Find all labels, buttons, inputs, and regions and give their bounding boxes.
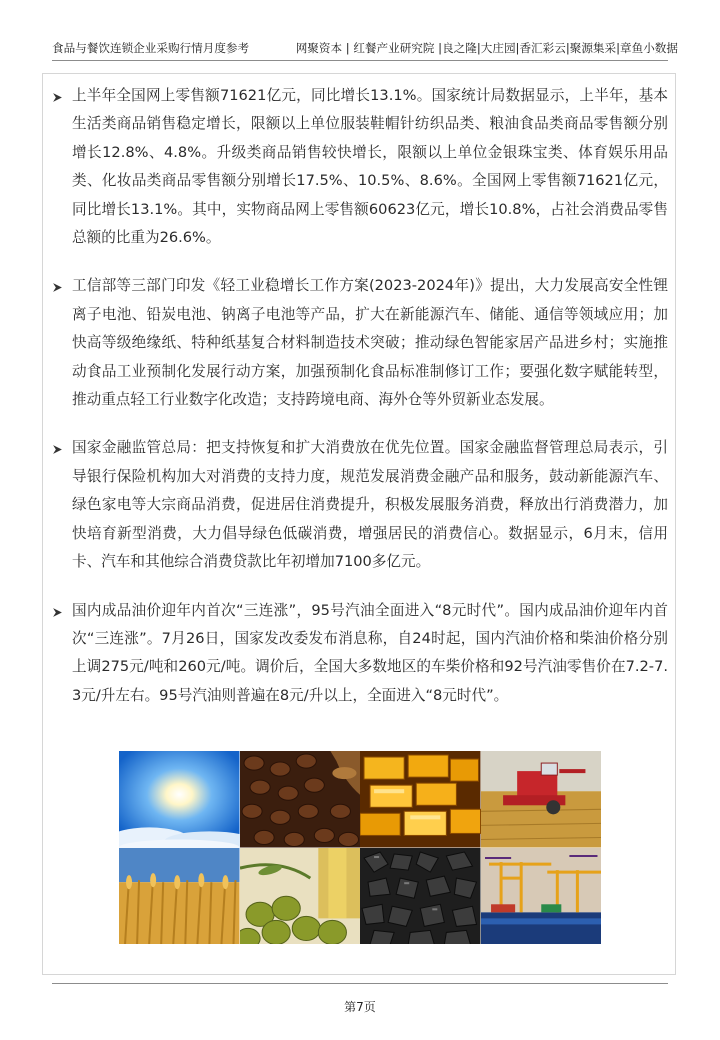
- news-item: [52, 82, 668, 252]
- news-item: [52, 597, 668, 711]
- report-title: 食品与餐饮连锁企业采购行情月度参考: [52, 41, 250, 55]
- olives-oil-image: [240, 848, 361, 945]
- arrow-bullet-icon: [52, 282, 63, 293]
- news-item-text: 上半年全国网上零售额71621亿元，同比增长13.1%。国家统计局数据显示，上半年，基本生活类商品销售稳定增长，限额以上单位服装鞋帽针纺织品类、粮油食品类商品零售额分别增长12.8%、4.8%。升级类商品销售较快增长，限额以上单位金银珠宝类、体育娱乐用品类、化妆品类商品零售额分别增长17.5%、10.5%、8.6%。全国网上零售额71621亿元，同比增长13.1%。其中，实物商品网上零售额60623亿元，增长10.8%，占社会消费品零售总额的比重为26.6%。: [72, 87, 668, 247]
- gold-bars-image: [360, 751, 481, 848]
- news-item-text: 工信部等三部门印发《轻工业稳增长工作方案(2023-2024年)》提出，大力发展高安全性锂离子电池、铅炭电池、钠离子电池等产品，扩大在新能源汽车、储能、通信等领域应用；加快高等级绝缘纸、特种纸基复合材料制造技术突破；推动绿色智能家居产品进乡村；实施推动食品工业预制化发展行动方案，加强预制化食品标准制修订工作；要强化数字赋能转型，推动重点轻工行业数字化改造；支持跨境电商、海外仓等外贸新业态发展。: [72, 277, 668, 409]
- port-cranes-image: [481, 848, 602, 945]
- coal-image: [360, 848, 481, 945]
- combine-harvester-image: [481, 751, 602, 848]
- coffee-beans-image: [240, 751, 361, 848]
- news-item-text: 国家金融监管总局：把支持恢复和扩大消费放在优先位置。国家金融监督管理总局表示，引导银行保险机构加大对消费的支持力度，规范发展消费金融产品和服务，鼓动新能源汽车、绿色家电等大宗商品消费，促进居住消费提升，积极发展服务消费，释放出行消费潜力，加快培育新型消费，大力倡导绿色低碳消费，增强居民的消费信心。数据显示，6月末，信用卡、汽车和其他综合消费贷款比年初增加7100多亿元。: [72, 439, 668, 571]
- news-item-text: 国内成品油价迎年内首次“三连涨”，95号汽油全面进入“8元时代”。国内成品油价迎年内首次“三连涨”。7月26日，国家发改委发布消息称，自24时起，国内汽油价格和柴油价格分别上调275元/吨和260元/吨。调价后，全国大多数地区的车柴价格和92号汽油零售价在7.2-7.3元/升左右。95号汽油则普遍在8元/升以上，全面进入“8元时代”。: [72, 601, 668, 704]
- header-divider: [52, 60, 668, 61]
- arrow-bullet-icon: [52, 607, 63, 618]
- page-header: [52, 36, 678, 66]
- page-number: 第7页: [344, 1000, 376, 1014]
- news-item: [52, 434, 668, 576]
- arrow-bullet-icon: [52, 444, 63, 455]
- wheat-field-image: [119, 848, 240, 945]
- content-body: [52, 82, 668, 730]
- report-sources: 网聚资本 | 红餐产业研究院 |良之隆|大庄园|香汇彩云|聚源集采|章鱼小数据: [295, 41, 678, 55]
- sun-sky-image: [119, 751, 240, 848]
- commodity-photo-collage: [119, 751, 601, 944]
- arrow-bullet-icon: [52, 92, 63, 103]
- news-item: [52, 272, 668, 414]
- footer-divider: [52, 983, 668, 984]
